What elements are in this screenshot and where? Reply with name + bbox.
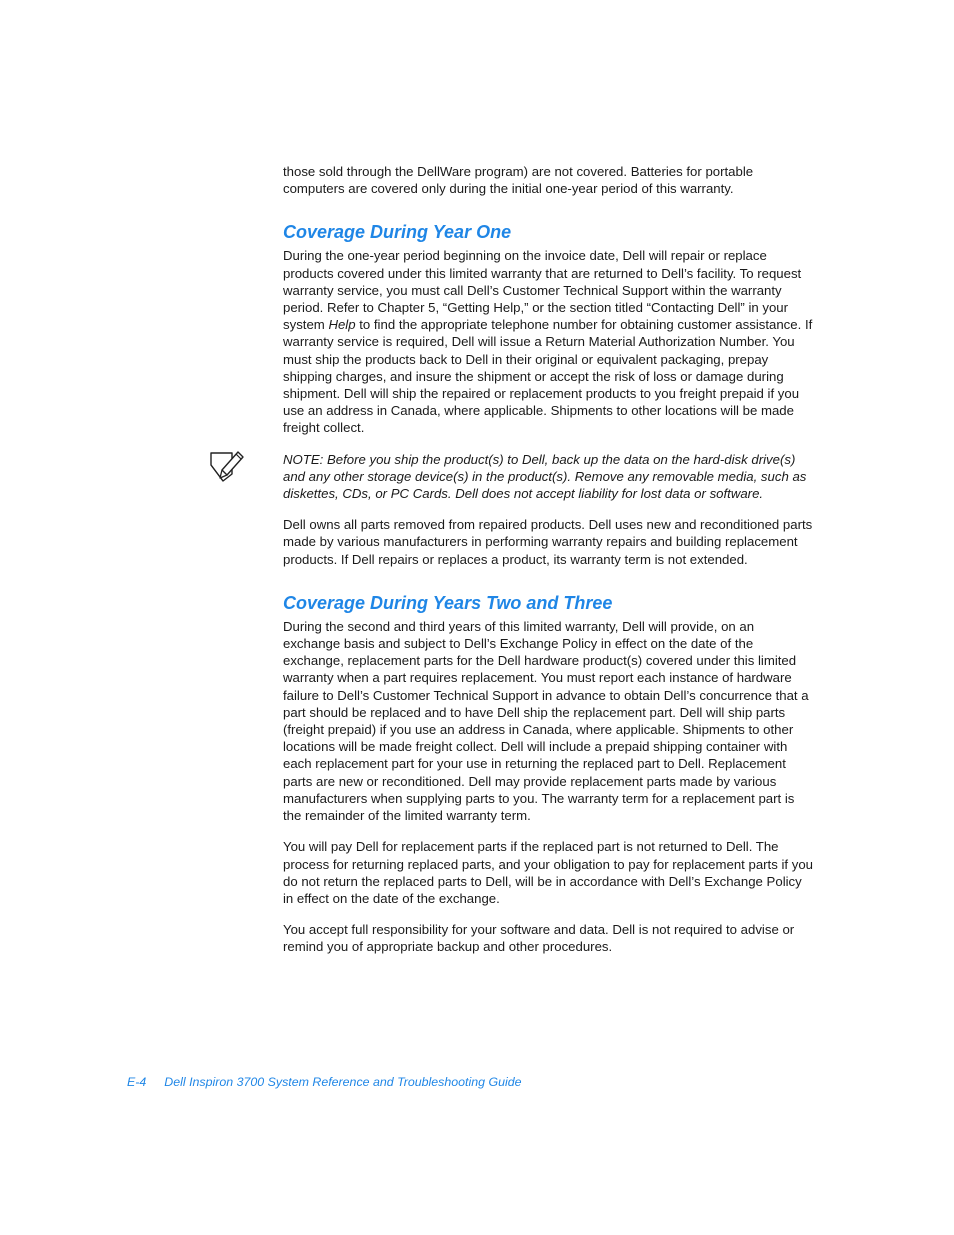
heading-years-two-three: Coverage During Years Two and Three	[283, 592, 613, 613]
responsibility-paragraph: You accept full responsibility for your software and data. Dell is not required to advise or remind you of appropriate backup and other procedures.	[283, 922, 795, 955]
page-body	[283, 163, 813, 970]
note-block	[283, 451, 813, 503]
replacement-payment-paragraph: You will pay Dell for replacement parts if the replaced part is not returned to Dell. The process for returning replaced parts, and your obligation to pay for replacement parts if you do not return the replaced parts to Dell, will be in accordance with Dell’s Exchange Policy in effect on the date of the exchange.	[283, 839, 813, 906]
note-pencil-icon	[208, 448, 246, 482]
intro-paragraph: those sold through the DellWare program) are not covered. Batteries for portable computers are covered only during the initial one-year period of this warranty.	[283, 164, 754, 197]
page-footer	[127, 1075, 522, 1089]
heading-year-one: Coverage During Year One	[283, 222, 512, 243]
page-number: E-4	[127, 1075, 147, 1089]
year-one-text-b: to find the appropriate telephone number for obtaining customer assistance. If warranty service is required, Dell will issue a Return Material Authorization Number. You must ship the products back to Dell in their original or equivalent packaging, prepay shipping charges, and insure the shipment or accept the risk of loss or damage during shipment. Dell will ship the repaired or replacement products to you freight prepaid if you use an address in Canada, where applicable. Shipments to other locations will be made freight collect.	[283, 317, 813, 436]
years-two-three-paragraph: During the second and third years of this limited warranty, Dell will provide, on an exchange basis and subject to Dell’s Exchange Policy in effect on the date of the exchange, replacement parts for the Dell hardware product(s) covered under this limited warranty when a part requires replacement. You must report each instance of hardware failure to Dell’s Customer Technical Support in advance to obtain Dell’s concurrence that a part should be replaced and to have Dell ship the replacement part. Dell will ship parts (freight prepaid) if you use an address in Canada, where applicable. Shipments to other locations will be made freight collect. Dell will include a prepaid shipping container with each replacement part for your use in returning the replaced part to Dell. Replacement parts are new or reconditioned. Dell may provide replacement parts made by various manufacturers when supplying parts to you. The warranty term for a replacement part is the remainder of the limited warranty term.	[283, 618, 809, 824]
year-one-paragraph	[283, 247, 813, 436]
help-emphasis: Help	[328, 317, 356, 333]
note-text: NOTE: Before you ship the product(s) to Dell, back up the data on the hard-disk drive(s) and any other storage device(s) in the product(s). Remove any removable media, such as diskettes, CDs, or PC Cards. Dell does not accept liability for lost data or software.	[283, 451, 807, 502]
year-one-text-a: During the one-year period beginning on the invoice date, Dell will repair or replace products covered under this limited warranty that are returned to Dell’s facility. To request warranty service, you must call Dell’s Customer Technical Support within the warranty period. Refer to Chapter 5, “Getting Help,” or the section titled “Contacting Dell” in your system	[283, 248, 802, 333]
parts-paragraph: Dell owns all parts removed from repaired products. Dell uses new and reconditioned parts made by various manufacturers in performing warranty repairs and building replacement products. If Dell repairs or replaces a product, its warranty term is not extended.	[283, 517, 813, 567]
guide-title: Dell Inspiron 3700 System Reference and Troubleshooting Guide	[164, 1075, 522, 1089]
